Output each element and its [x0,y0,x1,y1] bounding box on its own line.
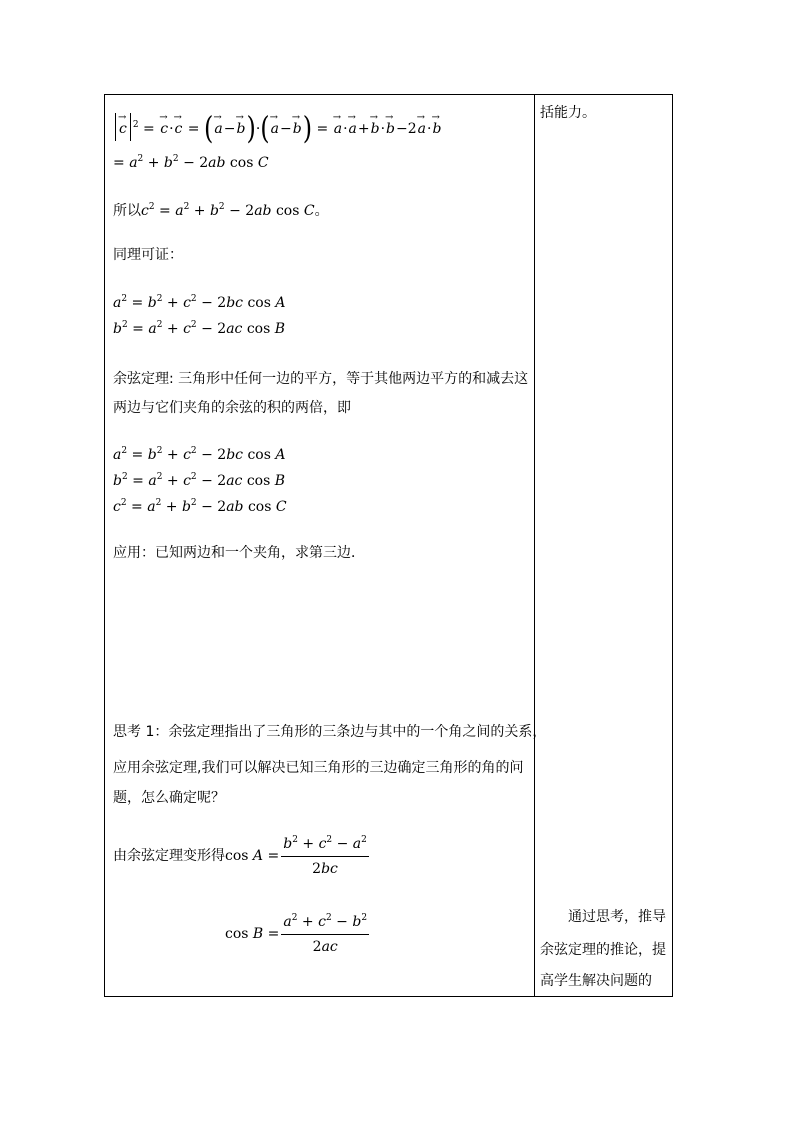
thinking-line-3: 题，怎么确定呢？ [113,790,225,806]
right-note-line-1: 通过思考，推导 [568,909,666,925]
similarly-proven: 同理可证： [113,247,183,263]
right-note-line-3: 高学生解决问题的 [540,973,652,989]
law-b-squared: $b^2 = a^2 + c^2 - 2ac$ cos B [113,472,286,489]
theorem-line-1: 余弦定理: 三角形中任何一边的平方，等于其他两边平方的和减去这 [113,371,529,387]
conclusion-line: 所以$c^2 = a^2 + b^2 - 2ab$ cos C。 [113,202,329,219]
application-text: 应用：已知两边和一个夹角，求第三边． [113,545,365,561]
thinking-line-2: 应用余弦定理,我们可以解决已知三角形的三边确定三角形的角的问 [113,760,524,776]
thinking-line-1: 思考 1：余弦定理指出了三角形的三条边与其中的一个角之间的关系， [113,724,547,740]
right-top-text: 括能力。 [540,105,596,121]
vector-derivation: → c $^2$ = → c·→ c = (→ a−→ b)·(→ a−→ b) = → a·→ a+→ b·→ b−2→ a·→ b [113,113,442,141]
column-divider [534,95,535,996]
cosine-a-derivation: 由余弦定理变形得 cos A = $\frac{b^2 + c^2 - a^2}{2bc}$ [113,834,367,877]
formula-a-squared: $a^2 = b^2 + c^2 - 2bc$ cos A [113,294,286,311]
expansion-result: = $a^2 + b^2 - 2ab$ cos C [113,154,269,171]
formula-b-squared: $b^2 = a^2 + c^2 - 2ac$ cos B [113,320,286,337]
right-note-line-2: 余弦定理的推论，提 [540,942,666,958]
theorem-line-2: 两边与它们夹角的余弦的积的两倍，即 [113,400,351,416]
cosine-b-derivation: cos B = $\frac{a^2 + c^2 - b^2}{2ac}$ [225,912,368,955]
lesson-table [104,94,673,997]
law-a-squared: $a^2 = b^2 + c^2 - 2bc$ cos A [113,446,286,463]
law-c-squared: $c^2 = a^2 + b^2 - 2ab$ cos C [113,498,287,515]
